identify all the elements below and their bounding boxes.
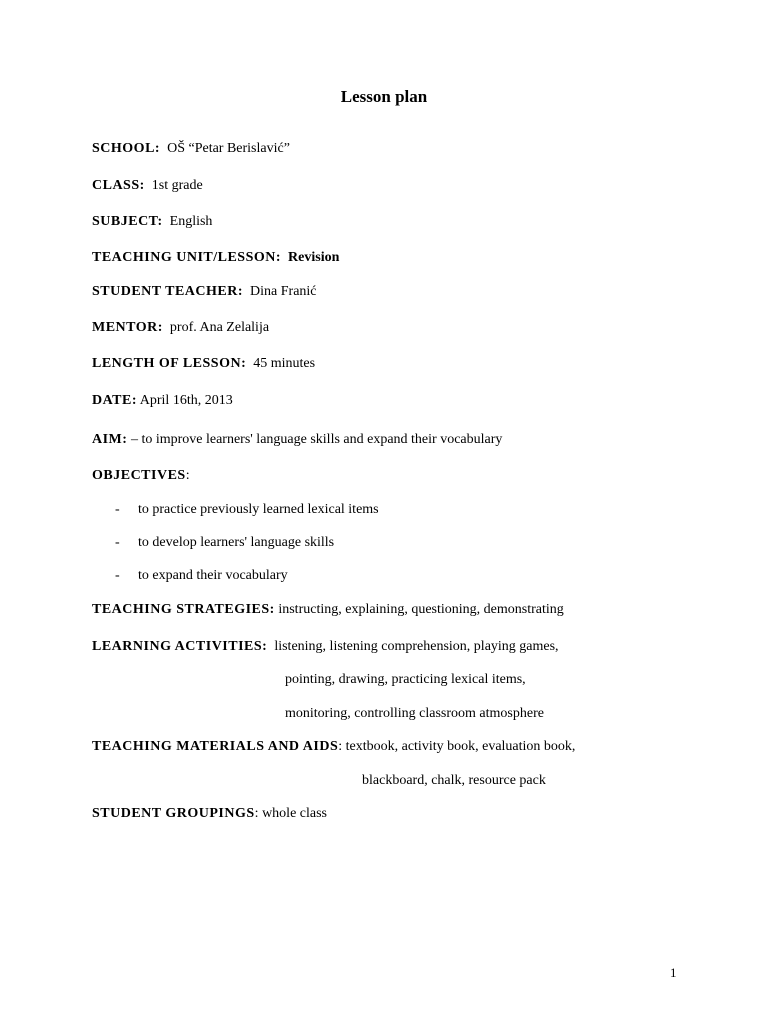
length-value: 45 minutes (253, 356, 316, 371)
mentor-value: prof. Ana Zelalija (169, 320, 270, 335)
groupings-colon: : (254, 806, 259, 821)
page-number: 1 (670, 965, 677, 980)
activities-row (92, 639, 559, 655)
student-teacher-label: STUDENT TEACHER: (92, 284, 244, 299)
activities-line-1: listening, listening comprehension, playing games, (274, 639, 559, 654)
objective-text: to expand their vocabulary (138, 568, 288, 583)
materials-line-1: textbook, activity book, evaluation book, (345, 739, 576, 754)
length-row (92, 356, 315, 372)
aim-row (92, 432, 502, 448)
subject-row (92, 214, 212, 230)
materials-line-2: blackboard, chalk, resource pack (362, 773, 546, 788)
date-label: DATE: (92, 393, 138, 408)
date-value: April 16th, 2013 (139, 393, 233, 408)
aim-label: AIM: (92, 432, 128, 447)
objective-text: to develop learners' language skills (138, 535, 335, 550)
subject-label: SUBJECT: (92, 214, 163, 229)
class-label: CLASS: (92, 178, 145, 193)
activities-line-3: monitoring, controlling classroom atmosphere (285, 706, 544, 721)
class-row (92, 178, 203, 194)
subject-value: English (169, 214, 213, 229)
aim-value: – to improve learners' language skills and expand their vocabulary (130, 432, 503, 447)
strategies-label: TEACHING STRATEGIES: (92, 602, 275, 617)
objectives-colon: : (185, 468, 190, 483)
activities-label: LEARNING ACTIVITIES: (92, 639, 268, 654)
school-value: OŠ “Petar Berislavić” (167, 141, 290, 156)
strategies-value: instructing, explaining, questioning, demonstrating (278, 602, 564, 617)
school-label: SCHOOL: (92, 141, 161, 156)
unit-row (92, 250, 339, 266)
objectives-row (92, 468, 190, 484)
length-label: LENGTH OF LESSON: (92, 356, 247, 371)
unit-label: TEACHING UNIT/LESSON: (92, 250, 282, 265)
bullet-dash: - (115, 568, 120, 583)
groupings-row (92, 806, 327, 822)
date-row (92, 393, 233, 409)
materials-colon: : (338, 739, 343, 754)
materials-label: TEACHING MATERIALS AND AIDS (92, 739, 339, 754)
materials-row (92, 739, 575, 755)
groupings-label: STUDENT GROUPINGS (92, 806, 255, 821)
objective-text: to practice previously learned lexical items (138, 502, 379, 517)
unit-value: Revision (288, 250, 340, 265)
groupings-value: whole class (262, 806, 327, 821)
student-teacher-value: Dina Franić (250, 284, 317, 299)
document-title: Lesson plan (340, 87, 428, 106)
school-row (92, 141, 290, 157)
class-value: 1st grade (151, 178, 203, 193)
strategies-row (92, 602, 564, 618)
mentor-row (92, 320, 269, 336)
activities-line-2: pointing, drawing, practicing lexical items, (285, 672, 526, 687)
bullet-dash: - (115, 502, 120, 517)
mentor-label: MENTOR: (92, 320, 163, 335)
bullet-dash: - (115, 535, 120, 550)
student-teacher-row (92, 284, 317, 300)
objectives-label: OBJECTIVES (92, 468, 186, 483)
